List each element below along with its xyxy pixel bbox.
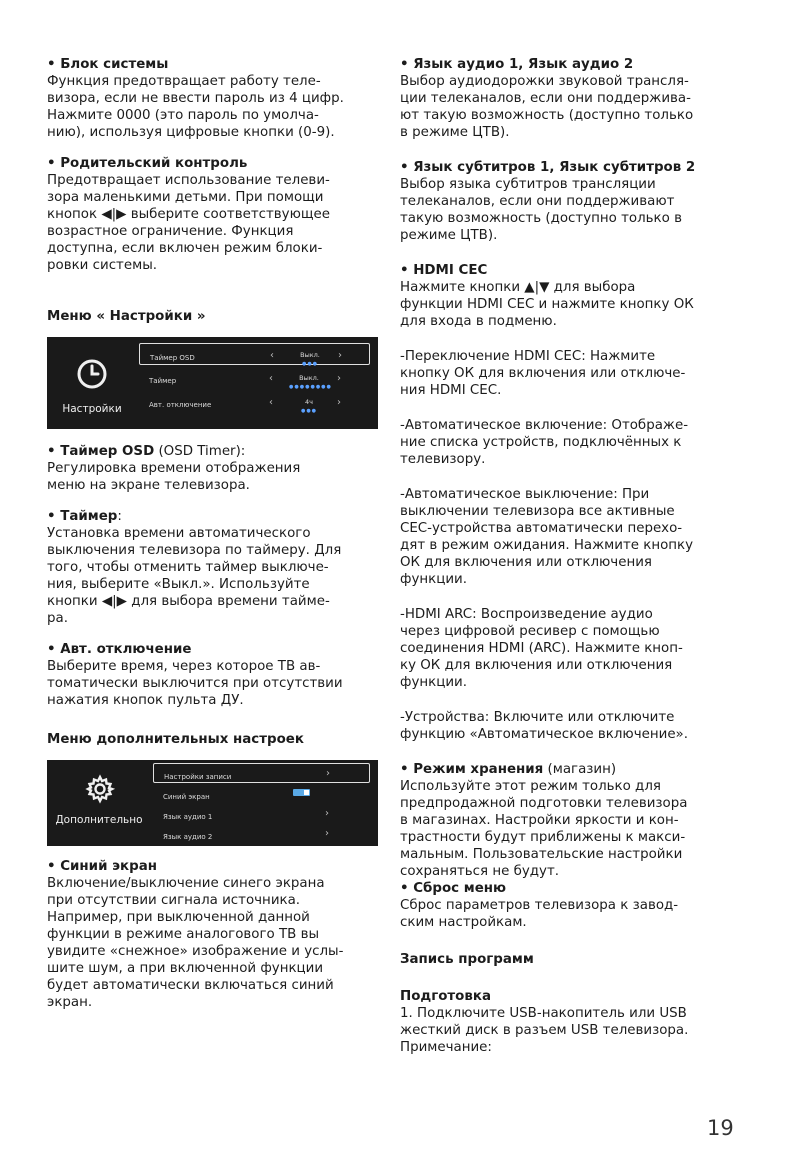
store-mode-title: • Режим хранения	[400, 762, 544, 777]
text-line: ОК для включения или отключения	[400, 555, 652, 570]
text-line: функции HDMI CEC и нажмите кнопку ОК	[400, 297, 694, 312]
menu-row-label: Авт. отключение	[149, 401, 212, 409]
text-line: возрастное ограничение. Функция	[47, 224, 294, 239]
chevron-right-icon[interactable]: ›	[337, 373, 341, 384]
text-line: Регулировка времени отображения	[47, 461, 301, 476]
chevron-right-icon[interactable]: ›	[325, 808, 329, 819]
text-line: ния, выберите «Выкл.». Используйте	[47, 577, 310, 592]
text-line: режиме ЦТВ).	[400, 228, 498, 243]
text-line: дят в режим ожидания. Нажмите кнопку	[400, 538, 694, 553]
chevron-left-icon[interactable]: ‹	[270, 350, 274, 361]
value-indicator-dots: ●●●●●●●●	[289, 384, 332, 390]
text-line: телевизору.	[400, 452, 486, 467]
text-line: увидите «снежное» изображение и услы-	[47, 944, 344, 959]
text-line: зора маленькими детьми. При помощи	[47, 190, 324, 205]
value-indicator-dots: ●●●	[301, 361, 319, 367]
text-line: CEC-устройства автоматически перехо-	[400, 521, 683, 536]
text-line: Установка времени автоматического	[47, 526, 311, 541]
text-line: Функция предотвращает работу теле-	[47, 74, 321, 89]
text-line: через цифровой ресивер с помощью	[400, 624, 660, 639]
toggle-switch[interactable]	[293, 789, 310, 796]
text-line: функции.	[400, 572, 467, 587]
menu-row-label: Синий экран	[163, 793, 210, 801]
cec-switch-paragraph	[400, 348, 740, 399]
text-line: -HDMI ARC: Воспроизведение аудио	[400, 607, 653, 622]
text-line: томатически выключится при отсутствии	[47, 676, 343, 691]
chevron-right-icon[interactable]: ›	[338, 350, 342, 361]
advanced-sidebar	[47, 760, 151, 846]
system-lock-section	[47, 56, 382, 141]
chevron-left-icon[interactable]: ‹	[269, 397, 273, 408]
blue-screen-section	[47, 858, 382, 1011]
menu-row-value: Выкл.	[300, 351, 320, 359]
text-line: ровки системы.	[47, 258, 158, 273]
menu-row-label: Язык аудио 2	[163, 833, 213, 841]
toggle-knob	[304, 790, 309, 795]
text-line: ра.	[47, 611, 68, 626]
menu-row-timer[interactable]	[139, 367, 370, 390]
menu-row-audio-lang-1[interactable]	[153, 804, 370, 822]
text-line: Нажмите 0000 (это пароль по умолча-	[47, 108, 319, 123]
page-number: 19	[707, 1116, 734, 1140]
left-column	[47, 56, 382, 1025]
settings-menu-screenshot	[47, 337, 378, 429]
menu-row-record-settings[interactable]	[153, 763, 370, 783]
advanced-menu-screenshot	[47, 760, 378, 846]
text-line: выключении телевизора все активные	[400, 504, 675, 519]
preparation-title: Подготовка	[400, 989, 491, 1004]
text-line: ским настройкам.	[400, 915, 527, 930]
menu-row-label: Язык аудио 1	[163, 813, 213, 821]
text-line: нажатия кнопок пульта ДУ.	[47, 693, 244, 708]
advanced-menu-title: Меню дополнительных настроек	[47, 732, 304, 747]
text-line: кнопок ◀|▶ выберите соответствующее	[47, 207, 330, 222]
auto-on-paragraph	[400, 417, 740, 468]
text-line: Выбор языка субтитров трансляции	[400, 177, 656, 192]
text-line: такую возможность (доступно только в	[400, 211, 682, 226]
reset-section	[400, 880, 740, 931]
menu-row-osd-timer[interactable]	[139, 343, 370, 365]
subtitle-language-section	[400, 159, 740, 244]
text-line: предпродажной подготовки телевизора	[400, 796, 688, 811]
text-line: экран.	[47, 995, 93, 1010]
timer-section	[47, 508, 382, 627]
value-indicator-dots: ●●●	[300, 408, 318, 414]
parental-control-title: • Родительский контроль	[47, 156, 248, 171]
settings-sidebar	[47, 337, 137, 429]
auto-standby-paragraph	[400, 486, 740, 588]
text-line: Предотвращает использование телеви-	[47, 173, 330, 188]
preparation-section	[400, 988, 740, 1056]
text-line: -Переключение HDMI CEC: Нажмите	[400, 349, 656, 364]
system-lock-title: • Блок системы	[47, 57, 169, 72]
hdmi-arc-paragraph	[400, 606, 740, 691]
text-line: -Автоматическое выключение: При	[400, 487, 650, 502]
text-line: ции телеканалов, если они поддержива-	[400, 91, 691, 106]
auto-off-section	[47, 641, 382, 709]
settings-menu-title: Меню « Настройки »	[47, 309, 206, 324]
chevron-right-icon[interactable]: ›	[326, 768, 330, 779]
text-line: шите шум, а при включенной функции	[47, 961, 324, 976]
text-line: сохраняться не будут.	[400, 864, 560, 879]
menu-row-value: Выкл.	[299, 374, 319, 382]
text-line: Сброс параметров телевизора к завод-	[400, 898, 679, 913]
hdmi-cec-section	[400, 262, 740, 330]
text-line: трастности будут приближены к макси-	[400, 830, 686, 845]
text-line: Выберите время, через которое ТВ ав-	[47, 659, 321, 674]
text-line: функции в режиме аналогового ТВ вы	[47, 927, 320, 942]
timer-title: • Таймер	[47, 509, 118, 524]
menu-row-audio-lang-2[interactable]	[153, 824, 370, 842]
text-line: в режиме ЦТВ).	[400, 125, 510, 140]
menu-row-label: Таймер OSD	[150, 354, 195, 362]
text-line: мальным. Пользовательские настройки	[400, 847, 683, 862]
text-line: доступна, если включен режим блоки-	[47, 241, 323, 256]
devices-paragraph	[400, 709, 740, 743]
audio-language-title: • Язык аудио 1, Язык аудио 2	[400, 57, 634, 72]
text-line: жесткий диск в разъем USB телевизора.	[400, 1023, 689, 1038]
parental-control-section	[47, 155, 382, 274]
text-line: соединения HDMI (ARC). Нажмите кноп-	[400, 641, 683, 656]
advanced-side-label: Дополнительно	[55, 814, 143, 826]
text-line: кнопки ◀|▶ для выбора времени тайме-	[47, 594, 330, 609]
osd-timer-title-extra: (OSD Timer):	[154, 444, 246, 459]
text-line: кнопку ОК для включения или отключе-	[400, 366, 686, 381]
chevron-left-icon[interactable]: ‹	[269, 373, 273, 384]
settings-side-label: Настройки	[62, 403, 122, 415]
text-line: функцию «Автоматическое включение».	[400, 727, 689, 742]
text-line: ку ОК для включения или отключения	[400, 658, 673, 673]
text-line: того, чтобы отменить таймер выключе-	[47, 560, 329, 575]
reset-title: • Сброс меню	[400, 881, 507, 896]
text-line: ют такую возможность (доступно только	[400, 108, 694, 123]
hdmi-cec-title: • HDMI CEC	[400, 263, 488, 278]
text-line: Выбор аудиодорожки звуковой трансля-	[400, 74, 689, 89]
text-line: Включение/выключение синего экрана	[47, 876, 325, 891]
text-line: ния HDMI CEC.	[400, 383, 502, 398]
store-mode-title-extra: (магазин)	[543, 762, 617, 777]
audio-language-section	[400, 56, 740, 141]
text-line: при отсутствии сигнала источника.	[47, 893, 301, 908]
gear-icon	[85, 774, 115, 804]
menu-row-value: 4ч	[305, 398, 313, 406]
text-line: визора, если не ввести пароль из 4 цифр.	[47, 91, 344, 106]
text-line: Нажмите кнопки ▲|▼ для выбора	[400, 280, 636, 295]
menu-row-label: Настройки записи	[164, 773, 232, 781]
osd-timer-title: • Таймер OSD	[47, 444, 155, 459]
text-line: для входа в подменю.	[400, 314, 557, 329]
menu-row-auto-off[interactable]	[139, 391, 370, 414]
text-line: Например, при выключенной данной	[47, 910, 310, 925]
menu-row-label: Таймер	[149, 377, 177, 385]
text-line: 1. Подключите USB-накопитель или USB	[400, 1006, 687, 1021]
text-line: Используйте этот режим только для	[400, 779, 661, 794]
text-line: меню на экране телевизора.	[47, 478, 250, 493]
text-line: Примечание:	[400, 1040, 492, 1055]
right-column	[400, 56, 740, 1070]
text-line: функции.	[400, 675, 467, 690]
blue-screen-title: • Синий экран	[47, 859, 158, 874]
clock-icon	[75, 357, 109, 391]
text-line: в магазинах. Настройки яркости и кон-	[400, 813, 679, 828]
text-line: выключения телевизора по таймеру. Для	[47, 543, 342, 558]
chevron-right-icon[interactable]: ›	[325, 828, 329, 839]
subtitle-language-title: • Язык субтитров 1, Язык субтитров 2	[400, 160, 696, 175]
recording-title: Запись программ	[400, 952, 534, 967]
text-line: -Автоматическое включение: Отображе-	[400, 418, 689, 433]
timer-title-extra: :	[117, 509, 122, 524]
menu-row-blue-screen[interactable]	[153, 784, 370, 802]
text-line: телеканалов, если они поддерживают	[400, 194, 675, 209]
text-line: -Устройства: Включите или отключите	[400, 710, 675, 725]
auto-off-title: • Авт. отключение	[47, 642, 192, 657]
text-line: нию), используя цифровые кнопки (0-9).	[47, 125, 335, 140]
osd-timer-section	[47, 443, 382, 494]
text-line: будет автоматически включаться синий	[47, 978, 334, 993]
text-line: ние списка устройств, подключённых к	[400, 435, 682, 450]
store-mode-section	[400, 761, 740, 880]
chevron-right-icon[interactable]: ›	[337, 397, 341, 408]
